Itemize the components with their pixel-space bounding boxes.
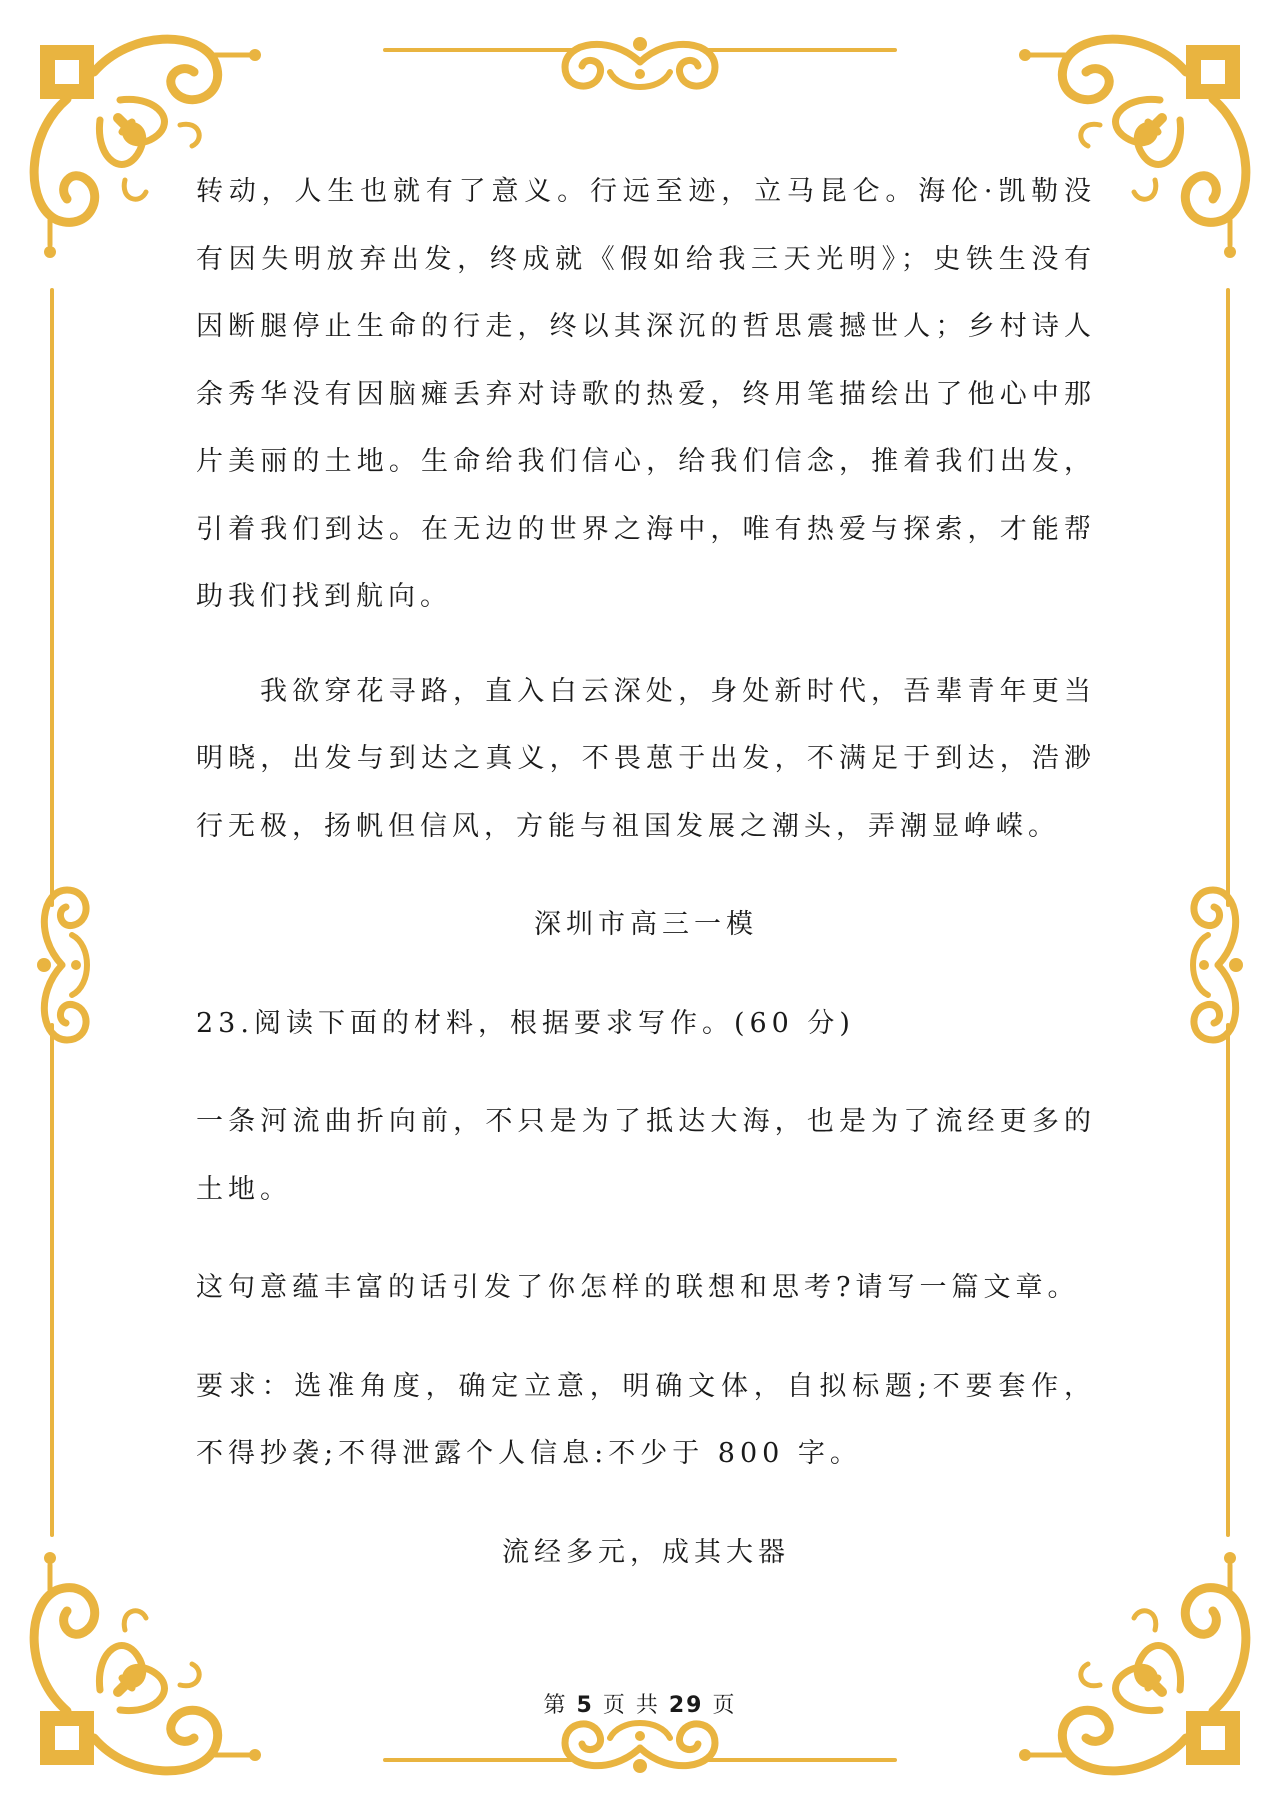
page-prefix: 第	[543, 1693, 568, 1718]
writing-requirement: 要求：选准角度，确定立意，明确文体，自拟标题;不要套作，不得抄袭;不得泄露个人信息:不少于 800 字。	[196, 1370, 1096, 1469]
material-text: 一条河流曲折向前，不只是为了抵达大海，也是为了流经更多的土地。	[196, 1106, 1096, 1205]
page-middle: 页 共	[602, 1693, 660, 1718]
document-body	[196, 158, 1096, 1586]
paragraph-1: 转动，人生也就有了意义。行远至迹，立马昆仑。海伦·凯勒没有因失明放弃出发，终成就《假如给我三天光明》；史铁生没有因断腿停止生命的行走，终以其深沉的哲思震撼世人；乡村诗人余秀华没有因脑瘫丢弃对诗歌的热爱，终用笔描绘出了他心中那片美丽的土地。生命给我们信心，给我们信念，推着我们出发，引着我们到达。在无边的世界之海中，唯有热爱与探索，才能帮助我们找到航向。	[196, 176, 1096, 612]
paragraph-2: 我欲穿花寻路，直入白云深处，身处新时代，吾辈青年更当明晓，出发与到达之真义，不畏葸于出发，不满足于到达，浩渺行无极，扬帆但信风，方能与祖国发展之潮头，弄潮显峥嵘。	[196, 675, 1096, 842]
total-pages: 29	[668, 1693, 704, 1718]
question-heading: 23.阅读下面的材料，根据要求写作。(60 分)	[196, 1007, 855, 1039]
essay-title: 流经多元，成其大器	[502, 1536, 790, 1568]
section-title: 深圳市高三一模	[534, 909, 758, 940]
page-number	[0, 1688, 1280, 1719]
page-suffix: 页	[712, 1693, 737, 1718]
current-page: 5	[576, 1693, 594, 1718]
writing-prompt: 这句意蕴丰富的话引发了你怎样的联想和思考?请写一篇文章。	[196, 1272, 1080, 1303]
